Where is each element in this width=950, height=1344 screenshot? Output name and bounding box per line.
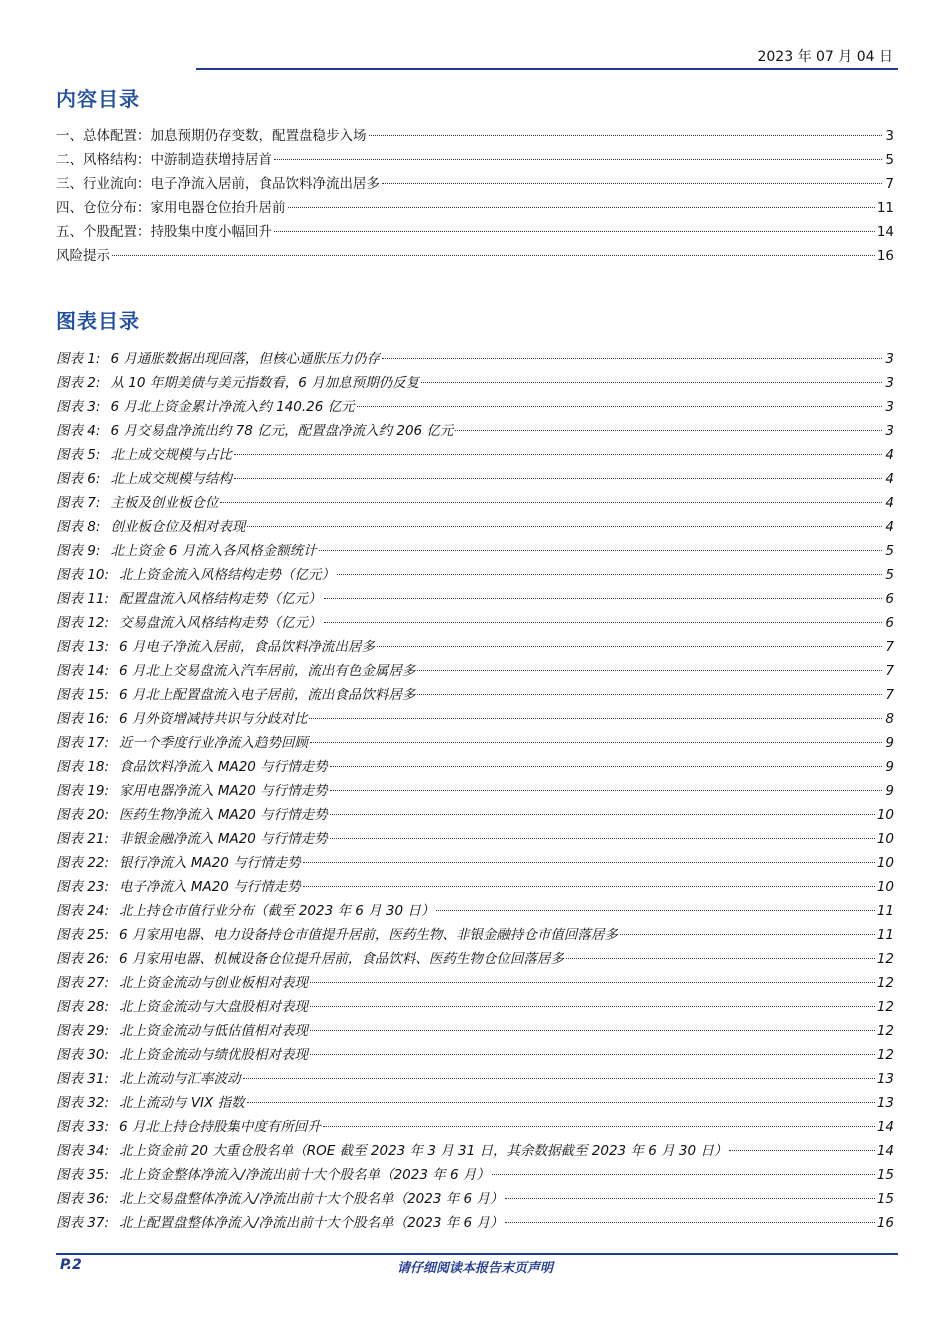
figure-toc-entry[interactable] — [56, 1091, 894, 1115]
dot-leader — [247, 526, 882, 527]
figure-toc-entry[interactable] — [56, 371, 894, 395]
dot-leader — [330, 790, 882, 791]
figure-number: 图表 31: — [56, 1071, 110, 1087]
dot-leader — [220, 502, 882, 503]
figure-number: 图表 3: — [56, 399, 101, 415]
dot-leader — [369, 135, 883, 136]
figure-toc-entry[interactable] — [56, 1115, 894, 1139]
figure-toc-entry[interactable] — [56, 899, 894, 923]
figure-toc-title: 图表目录 — [56, 309, 140, 333]
figure-caption: 6 月家用电器、机械设备仓位提升居前，食品饮料、医药生物仓位回落居多 — [119, 951, 564, 967]
figure-label — [56, 1187, 503, 1211]
page-ref: 7 — [885, 176, 894, 192]
figure-toc-entry[interactable] — [56, 659, 894, 683]
figure-number: 图表 16: — [56, 711, 110, 727]
page-ref: 3 — [885, 423, 894, 439]
dot-leader — [234, 454, 882, 455]
page-ref: 11 — [876, 903, 894, 919]
figure-label — [56, 1139, 727, 1163]
page-ref: 12 — [876, 1047, 894, 1063]
dot-leader — [303, 886, 875, 887]
figure-label — [56, 779, 328, 803]
figure-toc-entry[interactable] — [56, 875, 894, 899]
figure-toc-entry[interactable] — [56, 347, 894, 371]
figure-toc-entry[interactable] — [56, 827, 894, 851]
content-toc-entry[interactable] — [56, 196, 894, 220]
figure-label — [56, 515, 245, 539]
figure-label — [56, 923, 618, 947]
dot-leader — [243, 1078, 875, 1079]
figure-label — [56, 755, 328, 779]
figure-toc-list — [56, 347, 894, 1235]
figure-label — [56, 443, 232, 467]
figure-caption: 非银金融净流入 MA20 与行情走势 — [119, 831, 328, 847]
content-toc-title: 内容目录 — [56, 87, 140, 111]
figure-toc-entry[interactable] — [56, 971, 894, 995]
figure-label — [56, 947, 564, 971]
report-date: 2023 年 07 月 04 日 — [757, 49, 893, 65]
figure-number: 图表 34: — [56, 1143, 110, 1159]
page-ref: 7 — [885, 687, 894, 703]
dot-leader — [620, 934, 875, 935]
figure-caption: 北上资金流入风格结构走势（亿元） — [119, 567, 336, 583]
figure-toc-entry[interactable] — [56, 1019, 894, 1043]
dot-leader — [377, 646, 882, 647]
figure-number: 图表 33: — [56, 1119, 110, 1135]
dot-leader — [309, 718, 882, 719]
figure-caption: 北上资金流动与低估值相对表现 — [119, 1023, 309, 1039]
dot-leader — [382, 183, 882, 184]
figure-number: 图表 21: — [56, 831, 110, 847]
figure-number: 图表 25: — [56, 927, 110, 943]
figure-caption: 近一个季度行业净流入趋势回顾 — [119, 735, 309, 751]
page-ref: 5 — [885, 543, 894, 559]
dot-leader — [729, 1150, 874, 1151]
dot-leader — [330, 814, 875, 815]
figure-number: 图表 14: — [56, 663, 110, 679]
figure-caption: 北上配置盘整体净流入/净流出前十大个股名单（2023 年 6 月） — [119, 1215, 504, 1231]
dot-leader — [274, 159, 882, 160]
figure-number: 图表 4: — [56, 423, 101, 439]
figure-number: 图表 28: — [56, 999, 110, 1015]
figure-number: 图表 12: — [56, 615, 110, 631]
figure-number: 图表 29: — [56, 1023, 110, 1039]
figure-label — [56, 1211, 503, 1235]
page-ref: 10 — [876, 831, 894, 847]
page-ref: 9 — [885, 783, 894, 799]
figure-toc-entry[interactable] — [56, 803, 894, 827]
page-ref: 3 — [885, 399, 894, 415]
figure-label — [56, 539, 317, 563]
dot-leader — [247, 1102, 875, 1103]
figure-label — [56, 395, 355, 419]
dot-leader — [492, 1174, 875, 1175]
figure-label — [56, 803, 328, 827]
figure-label — [56, 467, 232, 491]
figure-label — [56, 1115, 321, 1139]
figure-caption: 配置盘流入风格结构走势（亿元） — [119, 591, 322, 607]
figure-toc-entry[interactable] — [56, 1211, 894, 1235]
figure-caption: 北上成交规模与结构 — [110, 471, 232, 487]
dot-leader — [505, 1222, 874, 1223]
page-ref: 4 — [885, 447, 894, 463]
figure-caption: 6 月北上配置盘流入电子居前，流出食品饮料居多 — [119, 687, 416, 703]
figure-label — [56, 659, 415, 683]
figure-caption: 6 月北上持仓持股集中度有所回升 — [119, 1119, 321, 1135]
figure-label — [56, 1043, 308, 1067]
page-ref: 14 — [876, 224, 894, 240]
figure-number: 图表 7: — [56, 495, 101, 511]
figure-caption: 6 月外资增减持共识与分歧对比 — [119, 711, 308, 727]
content-toc-entry[interactable] — [56, 148, 894, 172]
dot-leader — [330, 766, 882, 767]
figure-caption: 北上流动与汇率波动 — [119, 1071, 241, 1087]
figure-label — [56, 419, 453, 443]
figure-number: 图表 5: — [56, 447, 101, 463]
figure-number: 图表 18: — [56, 759, 110, 775]
figure-label — [56, 371, 419, 395]
page-ref: 13 — [876, 1071, 894, 1087]
figure-caption: 6 月家用电器、电力设备持仓市值提升居前，医药生物、非银金融持仓市值回落居多 — [119, 927, 618, 943]
dot-leader — [382, 358, 882, 359]
page-ref: 16 — [876, 1215, 894, 1231]
figure-toc-entry[interactable] — [56, 563, 894, 587]
dot-leader — [436, 910, 874, 911]
figure-caption: 食品饮料净流入 MA20 与行情走势 — [119, 759, 328, 775]
page-ref: 6 — [885, 615, 894, 631]
figure-label — [56, 683, 415, 707]
figure-label — [56, 491, 218, 515]
page-ref: 15 — [876, 1191, 894, 1207]
dot-leader — [566, 958, 875, 959]
page-ref: 9 — [885, 759, 894, 775]
page-ref: 6 — [885, 591, 894, 607]
page-ref: 4 — [885, 471, 894, 487]
dot-leader — [288, 207, 875, 208]
figure-number: 图表 27: — [56, 975, 110, 991]
figure-toc-entry[interactable] — [56, 1043, 894, 1067]
figure-caption: 6 月交易盘净流出约 78 亿元，配置盘净流入约 206 亿元 — [110, 423, 454, 439]
figure-number: 图表 36: — [56, 1191, 110, 1207]
figure-caption: 主板及创业板仓位 — [110, 495, 219, 511]
figure-label — [56, 827, 328, 851]
figure-number: 图表 1: — [56, 351, 101, 367]
page-ref: 7 — [885, 663, 894, 679]
page-ref: 12 — [876, 951, 894, 967]
figure-label — [56, 1091, 245, 1115]
section-label: 风险提示 — [56, 248, 110, 264]
page-ref: 13 — [876, 1095, 894, 1111]
figure-number: 图表 17: — [56, 735, 110, 751]
content-toc-list — [56, 124, 894, 268]
figure-caption: 北上资金流动与绩优股相对表现 — [119, 1047, 309, 1063]
figure-label — [56, 611, 322, 635]
dot-leader — [337, 574, 882, 575]
page-ref: 5 — [885, 152, 894, 168]
figure-number: 图表 24: — [56, 903, 110, 919]
figure-number: 图表 9: — [56, 543, 101, 559]
figure-label — [56, 1019, 308, 1043]
figure-number: 图表 19: — [56, 783, 110, 799]
figure-toc-entry[interactable] — [56, 635, 894, 659]
figure-caption: 6 月北上交易盘流入汽车居前，流出有色金属居多 — [119, 663, 416, 679]
figure-toc-entry[interactable] — [56, 1067, 894, 1091]
dot-leader — [324, 622, 882, 623]
figure-label — [56, 971, 308, 995]
dot-leader — [417, 694, 882, 695]
dot-leader — [324, 598, 882, 599]
content-toc-entry[interactable] — [56, 172, 894, 196]
figure-number: 图表 15: — [56, 687, 110, 703]
figure-toc-entry[interactable] — [56, 1163, 894, 1187]
figure-toc-entry[interactable] — [56, 419, 894, 443]
page-ref: 15 — [876, 1167, 894, 1183]
page-ref: 16 — [876, 248, 894, 264]
figure-label — [56, 995, 308, 1019]
dot-leader — [310, 1006, 875, 1007]
figure-toc-entry[interactable] — [56, 611, 894, 635]
figure-caption: 6 月北上资金累计净流入约 140.26 亿元 — [110, 399, 355, 415]
dot-leader — [323, 1126, 875, 1127]
figure-label — [56, 875, 301, 899]
figure-caption: 电子净流入 MA20 与行情走势 — [119, 879, 301, 895]
page-ref: 7 — [885, 639, 894, 655]
dot-leader — [319, 550, 882, 551]
figure-toc-entry[interactable] — [56, 515, 894, 539]
figure-number: 图表 35: — [56, 1167, 110, 1183]
figure-caption: 北上资金流动与大盘股相对表现 — [119, 999, 309, 1015]
page-ref: 8 — [885, 711, 894, 727]
figure-label — [56, 707, 307, 731]
figure-caption: 北上资金整体净流入/净流出前十大个股名单（2023 年 6 月） — [119, 1167, 490, 1183]
figure-toc-entry[interactable] — [56, 707, 894, 731]
figure-toc-entry[interactable] — [56, 995, 894, 1019]
figure-toc-entry[interactable] — [56, 683, 894, 707]
figure-number: 图表 22: — [56, 855, 110, 871]
figure-label — [56, 563, 335, 587]
dot-leader — [505, 1198, 874, 1199]
section-label: 二、风格结构：中游制造获增持居首 — [56, 152, 272, 168]
page-ref: 3 — [885, 351, 894, 367]
dot-leader — [310, 742, 882, 743]
content-toc-entry[interactable] — [56, 220, 894, 244]
dot-leader — [455, 430, 882, 431]
figure-label — [56, 587, 322, 611]
figure-number: 图表 30: — [56, 1047, 110, 1063]
figure-number: 图表 2: — [56, 375, 101, 391]
dot-leader — [330, 838, 875, 839]
figure-caption: 家用电器净流入 MA20 与行情走势 — [119, 783, 328, 799]
page-ref: 10 — [876, 879, 894, 895]
figure-label — [56, 731, 308, 755]
section-label: 一、总体配置：加息预期仍存变数，配置盘稳步入场 — [56, 128, 367, 144]
dot-leader — [421, 382, 882, 383]
page-ref: 12 — [876, 999, 894, 1015]
figure-toc-entry[interactable] — [56, 779, 894, 803]
page-number: P.2 — [60, 1257, 82, 1273]
content-toc-entry[interactable] — [56, 124, 894, 148]
figure-caption: 从 10 年期美债与美元指数看，6 月加息预期仍反复 — [110, 375, 420, 391]
section-label: 五、个股配置：持股集中度小幅回升 — [56, 224, 272, 240]
page-ref: 14 — [876, 1143, 894, 1159]
figure-number: 图表 8: — [56, 519, 101, 535]
page-ref: 12 — [876, 1023, 894, 1039]
page-ref: 3 — [885, 375, 894, 391]
page-ref: 10 — [876, 807, 894, 823]
page-ref: 12 — [876, 975, 894, 991]
dot-leader — [303, 862, 875, 863]
dot-leader — [274, 231, 875, 232]
figure-caption: 北上资金前 20 大重仓股名单（ROE 截至 2023 年 3 月 31 日，其余数据截至 2023 年 6 月 30 日） — [119, 1143, 728, 1159]
page-ref: 10 — [876, 855, 894, 871]
figure-number: 图表 10: — [56, 567, 110, 583]
figure-caption: 创业板仓位及相对表现 — [110, 519, 246, 535]
figure-caption: 北上持仓市值行业分布（截至 2023 年 6 月 30 日） — [119, 903, 435, 919]
figure-toc-entry[interactable] — [56, 731, 894, 755]
page-ref: 9 — [885, 735, 894, 751]
figure-toc-entry[interactable] — [56, 1139, 894, 1163]
figure-toc-entry[interactable] — [56, 395, 894, 419]
dot-leader — [310, 1054, 875, 1055]
footer-rule — [56, 1253, 898, 1255]
section-label: 四、仓位分布：家用电器仓位抬升居前 — [56, 200, 286, 216]
figure-number: 图表 26: — [56, 951, 110, 967]
page-ref: 11 — [876, 200, 894, 216]
figure-toc-entry[interactable] — [56, 947, 894, 971]
dot-leader — [310, 982, 875, 983]
header-rule — [196, 68, 898, 70]
page-ref: 4 — [885, 519, 894, 535]
figure-toc-entry[interactable] — [56, 755, 894, 779]
figure-caption: 北上资金流动与创业板相对表现 — [119, 975, 309, 991]
page-ref: 11 — [876, 927, 894, 943]
figure-number: 图表 32: — [56, 1095, 110, 1111]
figure-caption: 6 月通胀数据出现回落，但核心通胀压力仍存 — [110, 351, 380, 367]
figure-label — [56, 1067, 241, 1091]
page-ref: 4 — [885, 495, 894, 511]
figure-caption: 北上资金 6 月流入各风格金额统计 — [110, 543, 317, 559]
figure-label — [56, 899, 434, 923]
page-ref: 5 — [885, 567, 894, 583]
figure-toc-entry[interactable] — [56, 467, 894, 491]
figure-number: 图表 20: — [56, 807, 110, 823]
figure-toc-entry[interactable] — [56, 539, 894, 563]
figure-label — [56, 851, 301, 875]
page-ref: 14 — [876, 1119, 894, 1135]
figure-label — [56, 1163, 490, 1187]
figure-label — [56, 635, 375, 659]
figure-toc-entry[interactable] — [56, 923, 894, 947]
section-label: 三、行业流向：电子净流入居前，食品饮料净流出居多 — [56, 176, 380, 192]
figure-number: 图表 37: — [56, 1215, 110, 1231]
dot-leader — [310, 1030, 875, 1031]
dot-leader — [112, 255, 875, 256]
dot-leader — [234, 478, 882, 479]
figure-toc-entry[interactable] — [56, 1187, 894, 1211]
figure-caption: 银行净流入 MA20 与行情走势 — [119, 855, 301, 871]
dot-leader — [417, 670, 882, 671]
figure-number: 图表 23: — [56, 879, 110, 895]
figure-caption: 医药生物净流入 MA20 与行情走势 — [119, 807, 328, 823]
figure-caption: 北上交易盘整体净流入/净流出前十大个股名单（2023 年 6 月） — [119, 1191, 504, 1207]
figure-toc-entry[interactable] — [56, 491, 894, 515]
page-ref: 3 — [885, 128, 894, 144]
figure-label — [56, 347, 380, 371]
figure-toc-entry[interactable] — [56, 587, 894, 611]
content-toc-entry[interactable] — [56, 244, 894, 268]
figure-caption: 6 月电子净流入居前，食品饮料净流出居多 — [119, 639, 375, 655]
figure-number: 图表 6: — [56, 471, 101, 487]
figure-toc-entry[interactable] — [56, 443, 894, 467]
figure-caption: 北上流动与 VIX 指数 — [119, 1095, 245, 1111]
figure-number: 图表 13: — [56, 639, 110, 655]
figure-number: 图表 11: — [56, 591, 110, 607]
figure-caption: 交易盘流入风格结构走势（亿元） — [119, 615, 322, 631]
dot-leader — [357, 406, 882, 407]
figure-toc-entry[interactable] — [56, 851, 894, 875]
footer-disclaimer: 请仔细阅读本报告末页声明 — [396, 1261, 553, 1276]
figure-caption: 北上成交规模与占比 — [110, 447, 232, 463]
